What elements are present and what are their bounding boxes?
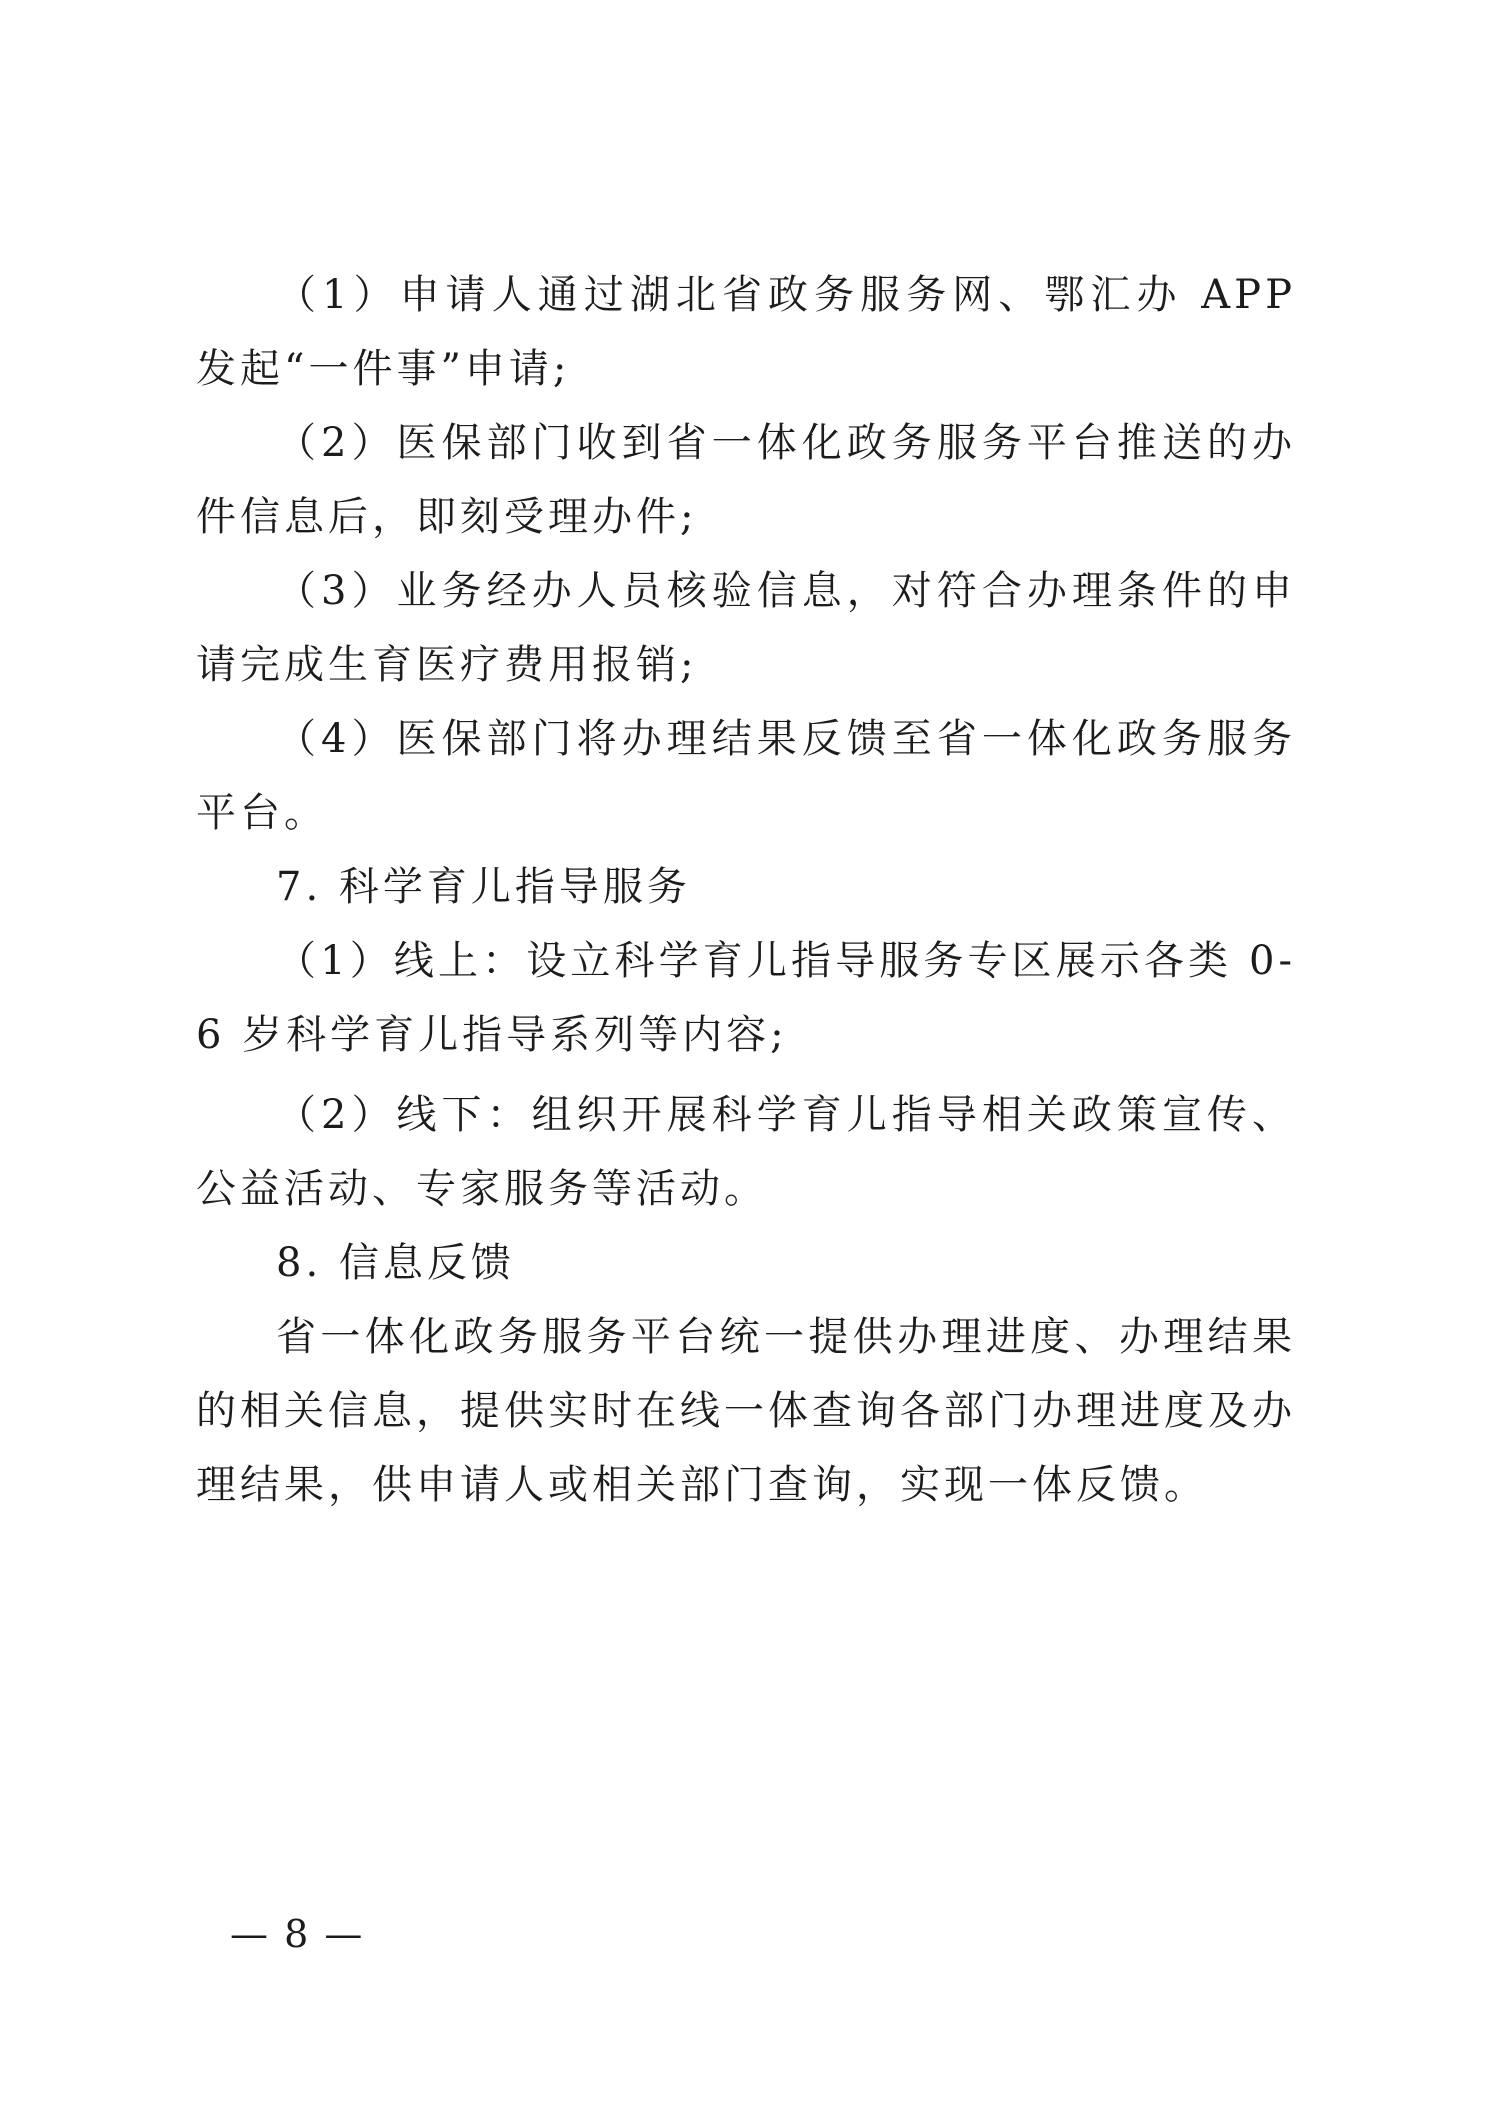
paragraph-step-3: （3）业务经办人员核验信息，对符合办理条件的申请完成生育医疗费用报销; xyxy=(196,568,1296,688)
paragraph-step-2: （2）医保部门收到省一体化政务服务平台推送的办件信息后，即刻受理办件; xyxy=(196,420,1296,540)
section-heading-8: 8. 信息反馈 xyxy=(276,1240,515,1286)
paragraph-feedback: 省一体化政务服务平台统一提供办理进度、办理结果的相关信息，提供实时在线一体查询各部门办理进度及办理结果，供申请人或相关部门查询，实现一体反馈。 xyxy=(196,1314,1296,1508)
paragraph-online: （1）线上：设立科学育儿指导服务专区展示各类 0-6 岁科学育儿指导系列等内容; xyxy=(196,938,1296,1058)
section-heading-7: 7. 科学育儿指导服务 xyxy=(276,864,691,910)
paragraph-step-4: （4）医保部门将办理结果反馈至省一体化政务服务平台。 xyxy=(196,716,1296,836)
paragraph-step-1: （1）申请人通过湖北省政务服务网、鄂汇办 APP 发起“一件事”申请; xyxy=(196,272,1296,392)
paragraph-offline: （2）线下：组织开展科学育儿指导相关政策宣传、公益活动、专家服务等活动。 xyxy=(196,1092,1296,1212)
body-text xyxy=(196,258,1296,1522)
page-number: — 8 — xyxy=(230,1912,365,1956)
